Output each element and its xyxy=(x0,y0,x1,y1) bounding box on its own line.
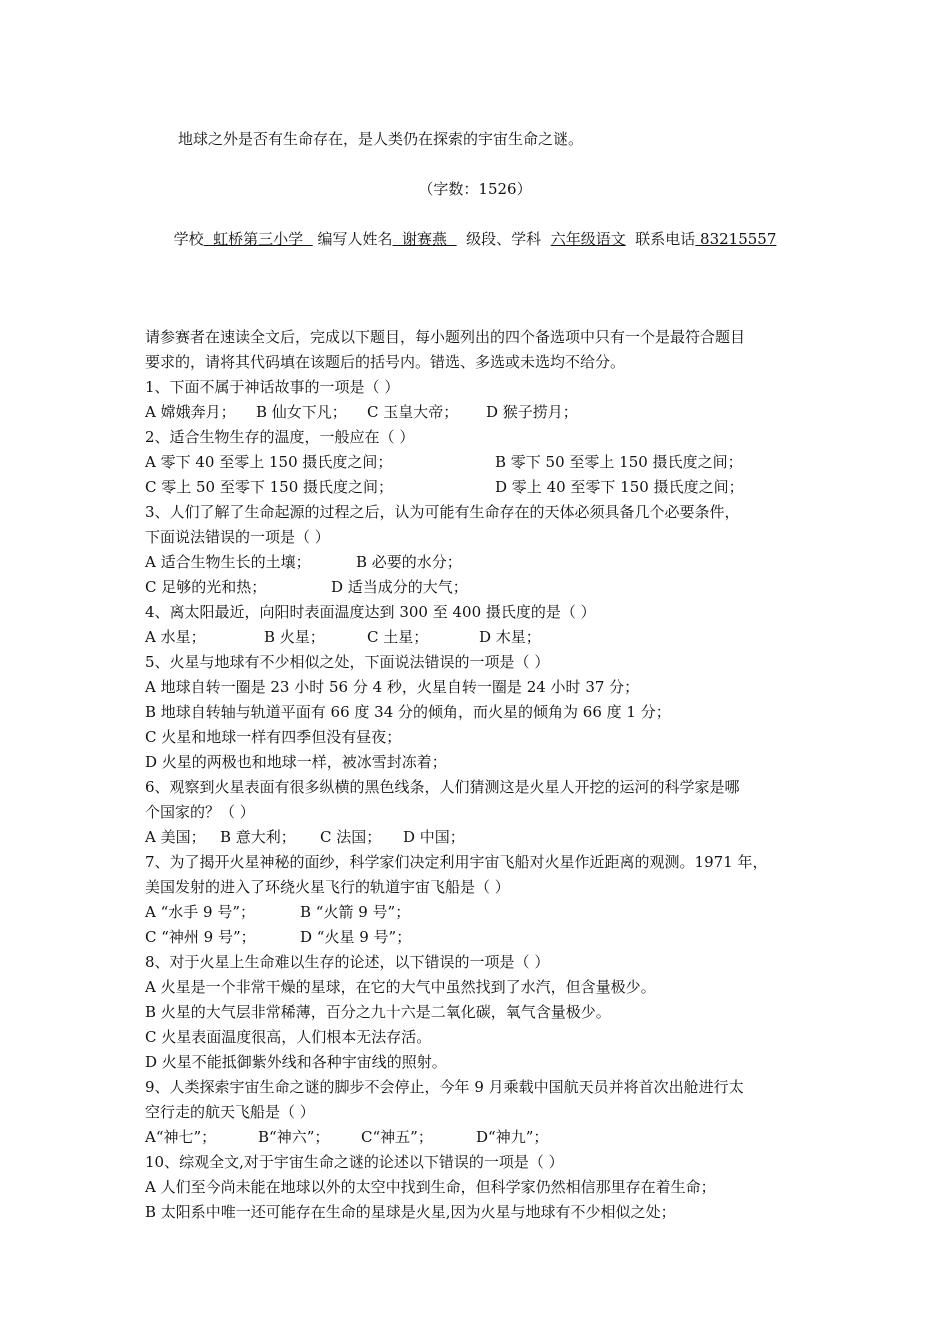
q1-options xyxy=(145,403,578,421)
q9-option-d: D“神九”； xyxy=(476,1128,549,1146)
q3-options-row-1 xyxy=(145,553,462,571)
q5-stem: 5、火星与地球有不少相似之处，下面说法错误的一项是（ ） xyxy=(145,653,550,671)
grade-value: 六年级语文 xyxy=(550,230,626,248)
author-label: 编写人姓名 xyxy=(317,230,393,248)
q2-option-d: D 零上 40 至零下 150 摄氏度之间； xyxy=(495,478,744,496)
q8-option-c: C 火星表面温度很高，人们根本无法存活。 xyxy=(145,1028,432,1046)
q3-option-a: A 适合生物生长的土壤； xyxy=(145,553,311,571)
q6-options xyxy=(145,828,465,846)
q7-option-a: A “水手 9 号”； xyxy=(145,903,256,921)
q6-option-c: C 法国； xyxy=(320,828,382,846)
q10-stem: 10、综观全文,对于宇宙生命之谜的论述以下错误的一项是（ ） xyxy=(145,1153,564,1171)
q4-options xyxy=(145,628,541,646)
q6-option-b: B 意大利； xyxy=(220,828,296,846)
q5-option-c: C 火星和地球一样有四季但没有昼夜； xyxy=(145,728,402,746)
q9-option-b: B“神六”； xyxy=(258,1128,330,1146)
q1-stem: 1、下面不属于神话故事的一项是（ ） xyxy=(145,378,400,396)
q9-option-c: C“神五”； xyxy=(361,1128,433,1146)
instructions-line-2: 要求的，请将其代码填在该题后的括号内。错选、多选或未选均不给分。 xyxy=(145,353,626,371)
q3-option-b: B 必要的水分； xyxy=(356,553,462,571)
q5-option-b: B 地球自转轴与轨道平面有 66 度 34 分的倾角，而火星的倾角为 66 度 1 分； xyxy=(145,703,671,721)
author-info xyxy=(0,230,950,248)
q7-option-c: C “神州 9 号”； xyxy=(145,928,256,946)
phone-value: 83215557 xyxy=(695,230,777,248)
q2-option-c: C 零上 50 至零下 150 摄氏度之间； xyxy=(145,478,394,496)
school-value: 虹桥第三小学 xyxy=(203,230,313,248)
q9-options xyxy=(145,1128,548,1146)
q10-option-b: B 太阳系中唯一还可能存在生命的星球是火星,因为火星与地球有不少相似之处； xyxy=(145,1203,676,1221)
q2-option-b: B 零下 50 至零上 150 摄氏度之间； xyxy=(495,453,743,471)
q2-options-row-1 xyxy=(145,453,743,471)
instructions-line-1: 请参赛者在速读全文后，完成以下题目，每小题列出的四个备选项中只有一个是最符合题目 xyxy=(145,328,746,346)
q4-stem: 4、离太阳最近，向阳时表面温度达到 300 至 400 摄氏度的是（ ） xyxy=(145,603,596,621)
q3-stem-line-1: 3、人们了解了生命起源的过程之后，认为可能有生命存在的天体必须具备几个必要条件， xyxy=(145,503,740,521)
q4-option-d: D 木星； xyxy=(479,628,541,646)
q6-option-a: A 美国； xyxy=(145,828,206,846)
q2-stem: 2、适合生物生存的温度，一般应在（ ） xyxy=(145,428,415,446)
q8-option-a: A 火星是一个非常干燥的星球，在它的大气中虽然找到了水汽，但含量极少。 xyxy=(145,978,656,996)
q9-option-a: A“神七”； xyxy=(145,1128,217,1146)
q1-option-d: D 猴子捞月； xyxy=(486,403,578,421)
q1-option-a: A 嫦娥奔月； xyxy=(145,403,236,421)
q2-options-row-2 xyxy=(145,478,744,496)
q6-stem-line-1: 6、观察到火星表面有很多纵横的黑色线条，人们猜测这是火星人开挖的运河的科学家是哪 xyxy=(145,778,740,796)
q4-option-a: A 水星； xyxy=(145,628,206,646)
q3-options-row-2 xyxy=(145,578,468,596)
phone-label: 联系电话 xyxy=(635,230,696,248)
q8-option-d: D 火星不能抵御紫外线和各种宇宙线的照射。 xyxy=(145,1053,447,1071)
q5-option-a: A 地球自转一圈是 23 小时 56 分 4 秒，火星自转一圈是 24 小时 37 分； xyxy=(145,678,640,696)
q3-stem-line-2: 下面说法错误的一项是（ ） xyxy=(145,528,330,546)
q8-stem: 8、对于火星上生命难以生存的论述，以下错误的一项是（ ） xyxy=(145,953,550,971)
q6-stem-line-2: 个国家的？（ ） xyxy=(145,803,255,821)
q6-option-d: D 中国； xyxy=(403,828,465,846)
q1-option-b: B 仙女下凡； xyxy=(256,403,347,421)
q2-option-a: A 零下 40 至零上 150 摄氏度之间； xyxy=(145,453,393,471)
q10-option-a: A 人们至今尚未能在地球以外的太空中找到生命，但科学家仍然相信那里存在着生命； xyxy=(145,1178,716,1196)
q9-stem-line-2: 空行走的航天飞船是（ ） xyxy=(145,1103,315,1121)
q7-stem-line-2: 美国发射的进入了环绕火星飞行的轨道宇宙飞船是（ ） xyxy=(145,878,510,896)
q3-option-d: D 适当成分的大气； xyxy=(331,578,468,596)
q7-options-row-2 xyxy=(145,928,411,946)
grade-label: 级段、学科 xyxy=(466,230,542,248)
q1-option-c: C 玉皇大帝； xyxy=(367,403,459,421)
q4-option-b: B 火星； xyxy=(264,628,325,646)
q7-option-b: B “火箭 9 号”； xyxy=(300,903,411,921)
q8-option-b: B 火星的大气层非常稀薄，百分之九十六是二氧化碳，氧气含量极少。 xyxy=(145,1003,611,1021)
closing-sentence: 地球之外是否有生命存在，是人类仍在探索的宇宙生命之谜。 xyxy=(178,130,584,148)
q3-option-c: C 足够的光和热； xyxy=(145,578,267,596)
q7-options-row-1 xyxy=(145,903,410,921)
q9-stem-line-1: 9、人类探索宇宙生命之谜的脚步不会停止，今年 9 月乘载中国航天员并将首次出舱进行太 xyxy=(145,1078,744,1096)
q7-stem-line-1: 7、为了揭开火星神秘的面纱，科学家们决定利用宇宙飞船对火星作近距离的观测。1971 年， xyxy=(145,853,768,871)
q7-option-d: D “火星 9 号”； xyxy=(300,928,412,946)
q4-option-c: C 土星； xyxy=(367,628,429,646)
school-label: 学校 xyxy=(173,230,204,248)
q5-option-d: D 火星的两极也和地球一样，被冰雪封冻着； xyxy=(145,753,447,771)
author-value: 谢赛燕 xyxy=(392,230,457,248)
word-count: （字数：1526） xyxy=(418,180,532,198)
